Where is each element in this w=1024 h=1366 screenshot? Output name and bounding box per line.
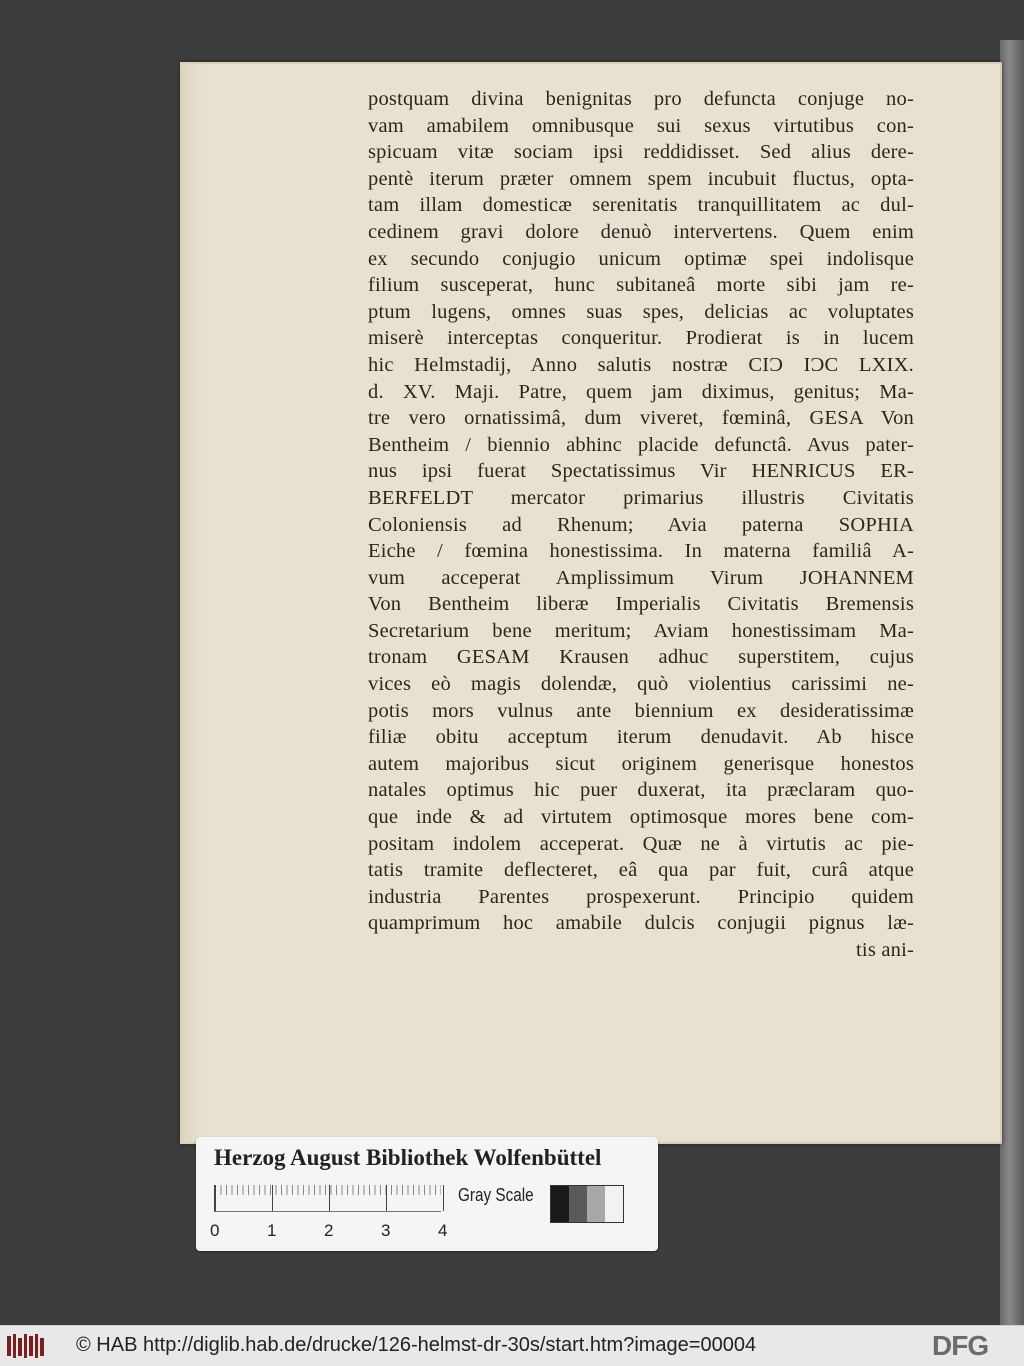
text-line: Eiche / fœmina honestissima. In materna familiâ A-	[368, 540, 914, 563]
ruler-number: 3	[381, 1221, 391, 1240]
ruler-major-tick	[272, 1185, 273, 1211]
text-line: industria Parentes prospexerunt. Principio quidem	[368, 885, 914, 908]
copyright-url-text[interactable]: © HAB http://diglib.hab.de/drucke/126-helmst-dr-30s/start.htm?image=00004	[76, 1334, 757, 1356]
library-name: Herzog August Bibliothek Wolfenbüttel	[214, 1145, 602, 1170]
text-line: tatis tramite deflecteret, eâ qua par fuit, curâ atque	[368, 859, 914, 882]
gray-swatch	[551, 1186, 569, 1222]
gray-swatch	[605, 1186, 623, 1222]
text-line: autem majoribus sicut originem generisque honestos	[368, 752, 914, 775]
viewer-footer	[0, 1325, 1024, 1366]
text-line: filium susceperat, hunc subitaneâ morte sibi jam re-	[368, 274, 914, 297]
ruler-number: 1	[267, 1221, 277, 1240]
text-line: que inde & ad virtutem optimosque mores bene com-	[368, 806, 914, 829]
text-line: potis mors vulnus ante biennium ex desideratissimæ	[368, 699, 914, 722]
text-line: miserè interceptas conqueritur. Prodierat is in lucem	[368, 327, 914, 350]
text-line: vam amabilem omnibusque sui sexus virtutibus con-	[368, 114, 914, 137]
text-line: vices eò magis dolendæ, quò violentius carissimi ne-	[368, 673, 914, 696]
text-line: ptum lugens, omnes suas spes, delicias ac voluptates	[368, 300, 914, 323]
text-line: d. XV. Maji. Patre, quem jam diximus, genitus; Ma-	[368, 380, 914, 403]
gray-swatch	[569, 1186, 587, 1222]
document-text-block	[368, 86, 914, 964]
gray-scale-swatches	[550, 1185, 624, 1223]
text-line: filiæ obitu acceptum iterum denudavit. Ab hisce	[368, 726, 914, 749]
text-line: tam illam domesticæ serenitatis tranquillitatem ac dul-	[368, 194, 914, 217]
text-line: ex secundo conjugio unicum optimæ spei indolisque	[368, 247, 914, 270]
ruler-major-tick	[386, 1185, 387, 1211]
text-line: positam indolem acceperat. Quæ ne à virtutis ac pie-	[368, 832, 914, 855]
text-line: vum acceperat Amplissimum Virum JOHANNEM	[368, 566, 914, 589]
ruler-major-tick	[215, 1185, 216, 1211]
scan-edge-strip	[1000, 40, 1024, 1325]
hab-logo-icon[interactable]	[6, 1332, 46, 1360]
library-label-card	[196, 1137, 658, 1251]
text-line: hic Helmstadij, Anno salutis nostræ CIƆ IƆC LXIX.	[368, 353, 914, 376]
text-line: tronam GESAM Krausen adhuc superstitem, cujus	[368, 646, 914, 669]
ruler-major-tick	[329, 1185, 330, 1211]
gray-swatch	[587, 1186, 605, 1222]
gray-scale-label: Gray Scale	[458, 1185, 534, 1205]
text-line: quamprimum hoc amabile dulcis conjugii pignus læ-	[368, 912, 914, 935]
text-line: postquam divina benignitas pro defuncta conjuge no-	[368, 88, 914, 110]
text-line: Bentheim / biennio abhinc placide defunctâ. Avus pater-	[368, 433, 914, 456]
text-line: pentè iterum præter omnem spem incubuit fluctus, opta-	[368, 167, 914, 190]
text-line: nus ipsi fuerat Spectatissimus Vir HENRICUS ER-	[368, 460, 914, 483]
dfg-logo[interactable]: DFG	[932, 1330, 989, 1361]
text-line: cedinem gravi dolore denuò intervertens. Quem enim	[368, 220, 914, 243]
ruler-major-tick	[443, 1185, 444, 1211]
text-line: spicuam vitæ sociam ipsi reddidisset. Sed alius dere-	[368, 141, 914, 164]
ruler-scale	[214, 1185, 441, 1212]
ruler-number: 4	[438, 1221, 448, 1240]
text-line: Coloniensis ad Rhenum; Avia paterna SOPHIA	[368, 513, 914, 536]
text-line: natales optimus hic puer duxerat, ita præclaram quo-	[368, 779, 914, 802]
document-page	[180, 62, 1002, 1144]
ruler-number: 0	[210, 1221, 220, 1240]
catchword: tis ani-	[856, 939, 914, 961]
ruler-numbers	[208, 1221, 468, 1245]
text-line: Von Bentheim liberæ Imperialis Civitatis Bremensis	[368, 593, 914, 616]
text-line: Secretarium bene meritum; Aviam honestissimam Ma-	[368, 619, 914, 642]
text-line: BERFELDT mercator primarius illustris Civitatis	[368, 486, 914, 509]
ruler-number: 2	[324, 1221, 334, 1240]
text-line: tre vero ornatissimâ, dum viveret, fœminâ, GESA Von	[368, 407, 914, 430]
